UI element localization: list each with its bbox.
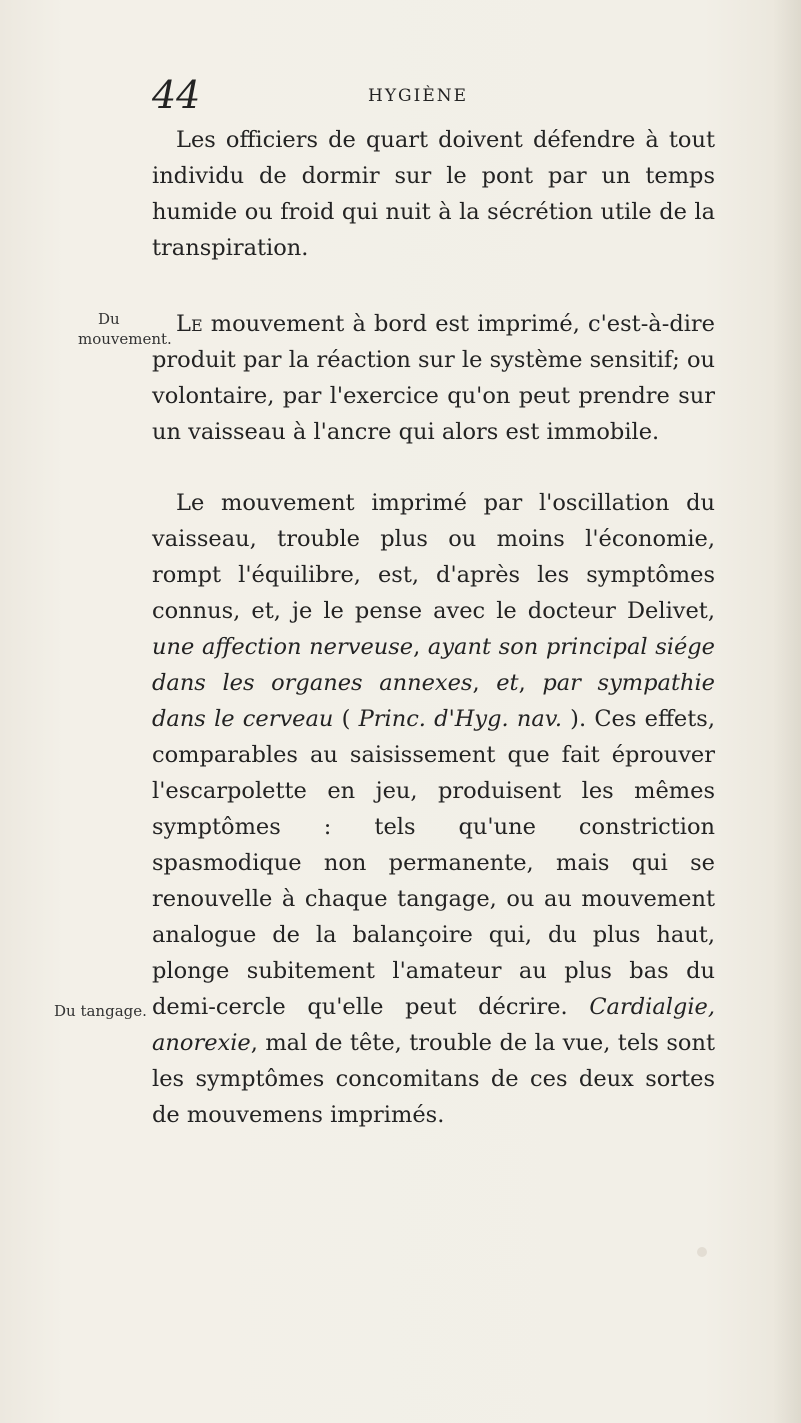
italic-run: par sympathie dans le cerveau (152, 670, 715, 732)
text-run: ). Ces effets, comparables au saisissement que fait éprouver l'escarpolette en jeu, produisent les mêmes symptômes : tels qu'une constriction spasmodique non permanente, mais qui se renouvelle à chaque tangage, ou au mouvement analogue de la balançoire qui, du plus haut, plonge subitement l'amateur au plus bas du demi-cercle qu'elle peut décrire. (152, 706, 715, 1020)
paper-speck (697, 1247, 707, 1257)
margin-note-tangage: Du tangage. (54, 1002, 147, 1020)
italic-run: et (496, 670, 519, 696)
text-run: ( (333, 706, 359, 732)
paragraph-officiers: Les officiers de quart doivent défendre à tout individu de dormir sur le pont par un temps humide ou froid qui nuit à la sécrétion utile de la transpiration. (152, 127, 715, 261)
paragraph-lead-word: Le (176, 311, 203, 337)
paragraph-mouvement-a-bord (152, 306, 715, 450)
running-head: HYGIÈNE (368, 86, 469, 106)
text-run: , (518, 670, 543, 696)
text-run: Le mouvement imprimé par l'oscillation du vaisseau, trouble plus ou moins l'économie, rompt l'équilibre, est, d'après les symptômes connus, et, je le pense avec le docteur Delivet, (152, 490, 715, 624)
text-run: , (472, 670, 497, 696)
italic-run: une affection nerveuse (152, 634, 414, 660)
text-run: , (413, 634, 428, 660)
margin-note-line: Du (98, 310, 120, 328)
italic-run: ayant son principal siége dans les organes annexes (152, 634, 715, 696)
page-header (152, 72, 552, 118)
page-edge-shadow (773, 0, 801, 1423)
paragraph-body: mouvement à bord est imprimé, c'est-à-dire produit par la réaction sur le système sensitif; ou volontaire, par l'exercice qu'on peut prendre sur un vaisseau à l'ancre qui alors est immobile. (152, 311, 715, 445)
margin-note-line: mouvement. (78, 330, 172, 348)
page-number: 44 (152, 73, 201, 117)
text-run: , mal de tête, trouble de la vue, tels sont les symptômes concomitans de ces deux sortes de mouvemens imprimés. (152, 1030, 715, 1128)
paragraph-oscillation (152, 485, 715, 1133)
italic-run: Princ. d'Hyg. nav. (358, 706, 562, 732)
italic-run: Cardialgie, anorexie (152, 994, 715, 1056)
